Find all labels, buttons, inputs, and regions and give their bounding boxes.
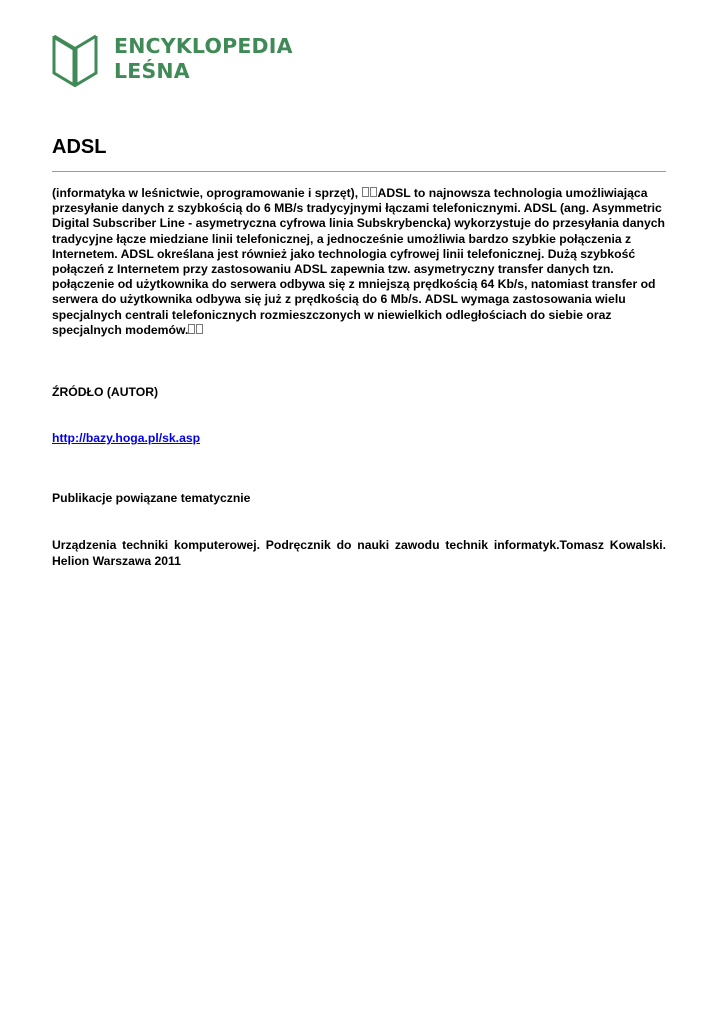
article-category: (informatyka w leśnictwie, oprogramowanie i sprzęt),: [52, 186, 359, 200]
title-divider: [52, 171, 666, 172]
site-logo[interactable]: [52, 33, 293, 87]
missing-glyph-icon: [196, 324, 203, 334]
source-heading: ŹRÓDŁO (AUTOR): [52, 385, 159, 399]
missing-glyph-icon: [362, 187, 369, 197]
article-body: [52, 186, 666, 338]
logo-wordmark: [114, 34, 293, 84]
article-lead: ADSL to najnowsza technologia umożliwiająca przesyłanie danych z szybkością do 6 MB/s tradycyjnymi łączami telefonicznymi. ADSL (ang. Asymmetric Digital Subscriber Line - asymetryczna cyfrowa linia Subskrybencka) wykorzystuje do przesyłania danych tradycyjne łącze miedziane linii telefonicznej, a jednocześnie umożliwia bardzo szybkie połączenia z Internetem. ADSL określana jest również jako technologia cyfrowej linii telefonicznej. Dużą szybkość połączeń z Internetem przy zastosowaniu ADSL zapewnia tzw. asymetryczny transfer danych tzn. połączenie od użytkownika do serwera odbywa się z mniejszą prędkością 64 Kb/s, natomiast transfer od serwera do użytkownika odbywa się już z prędkością do 6 Mb/s. ADSL wymaga zastosowania wielu specjalnych centrali telefonicznych rozmieszczonych w niewielkich odległościach do siebie oraz specjalnych modemów.: [52, 186, 665, 337]
page-title: ADSL: [52, 136, 107, 158]
missing-glyph-icon: [188, 324, 195, 334]
source-link[interactable]: http://bazy.hoga.pl/sk.asp: [52, 431, 201, 445]
open-book-icon: [52, 33, 98, 87]
related-publication-item: Urządzenia techniki komputerowej. Podręcznik do nauki zawodu technik informatyk.Tomasz Kowalski. Helion Warszawa 2011: [52, 538, 666, 568]
logo-line-1: ENCYKLOPEDIA: [114, 34, 293, 58]
related-publications-heading: Publikacje powiązane tematycznie: [52, 491, 251, 505]
missing-glyph-icon: [370, 187, 377, 197]
logo-line-2: LEŚNA: [114, 59, 190, 83]
